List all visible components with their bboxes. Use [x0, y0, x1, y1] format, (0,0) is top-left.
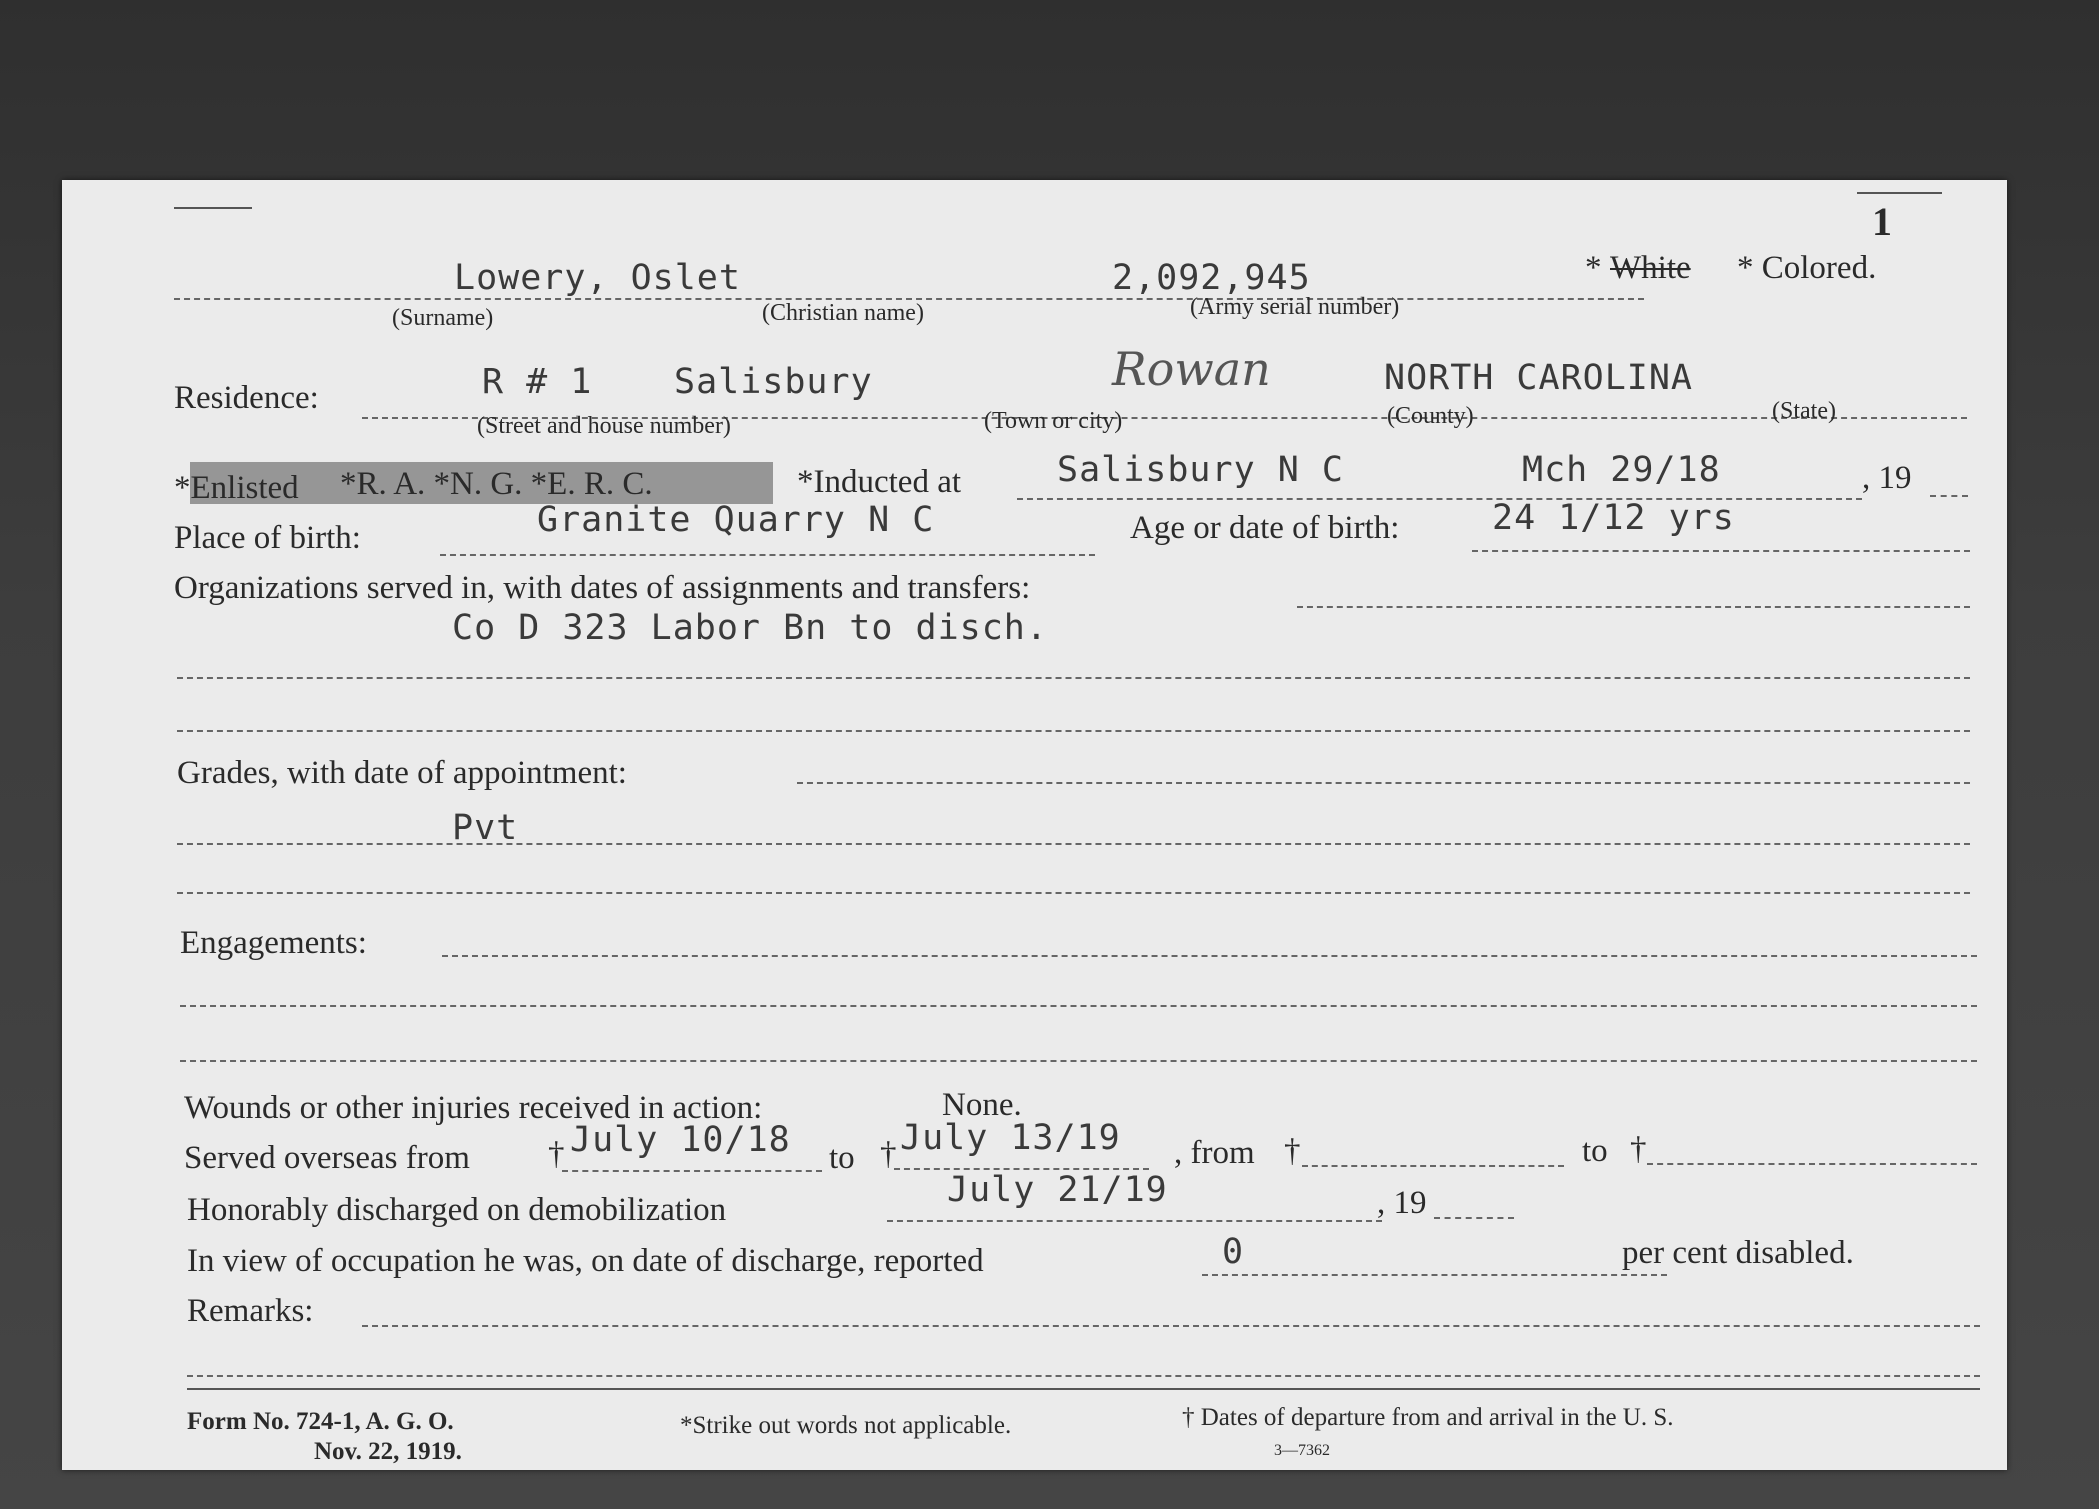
engagements-line — [442, 955, 1977, 957]
second-from-line — [1302, 1165, 1564, 1167]
inducted-line — [1017, 498, 1862, 500]
race-colored: * Colored. — [1737, 250, 1877, 286]
birth-place-line — [440, 554, 1095, 556]
footnote-dates: † Dates of departure from and arrival in the U. S. — [1182, 1404, 1674, 1431]
remarks-label: Remarks: — [187, 1293, 314, 1329]
disability-line — [1202, 1274, 1667, 1276]
age-line — [1472, 550, 1970, 552]
organizations-line-2 — [177, 677, 1970, 679]
grades-value: Pvt — [452, 808, 519, 848]
second-to-dagger: † — [1630, 1131, 1647, 1167]
residence-label: Residence: — [174, 380, 319, 416]
residence-street: R # 1 — [482, 362, 593, 402]
grades-line — [797, 782, 1970, 784]
discharge-date: July 21/19 — [947, 1170, 1168, 1210]
form-number: Form No. 724-1, A. G. O. — [187, 1408, 454, 1435]
second-from-dagger: † — [1284, 1133, 1301, 1169]
overseas-from-dagger: † — [548, 1136, 565, 1172]
service-record-card — [62, 180, 2007, 1470]
inducted-label: *Inducted at — [797, 464, 962, 500]
grades-label: Grades, with date of appointment: — [177, 755, 627, 791]
inducted-place: Salisbury N C — [1057, 450, 1344, 490]
caption-serial-number: (Army serial number) — [1190, 294, 1400, 320]
age-label: Age or date of birth: — [1130, 510, 1400, 546]
enlisted-struck: *Enlisted — [174, 470, 299, 506]
residence-state: NORTH CAROLINA — [1384, 358, 1694, 398]
footnote-strike-out: *Strike out words not applicable. — [680, 1412, 1012, 1439]
caption-street: (Street and house number) — [477, 413, 731, 439]
occupation-label: In view of occupation he was, on date of discharge, reported — [187, 1243, 984, 1279]
discharge-year-line — [1434, 1217, 1514, 1219]
overseas-from-line — [562, 1170, 822, 1172]
engagements-label: Engagements: — [180, 925, 367, 961]
second-from-label: , from — [1174, 1135, 1255, 1171]
wounds-label: Wounds or other injuries received in action: — [184, 1090, 763, 1126]
discharge-label: Honorably discharged on demobilization — [187, 1192, 727, 1228]
discharge-year: , 19 — [1377, 1185, 1427, 1221]
card-number: 1 — [1872, 199, 1892, 244]
grades-line-2 — [177, 843, 1970, 845]
overseas-to-dagger: † — [880, 1136, 897, 1172]
birth-place: Granite Quarry N C — [537, 500, 935, 540]
overseas-to-label: to — [829, 1140, 855, 1176]
second-to-label: to — [1582, 1133, 1608, 1169]
race-star: * — [1585, 250, 1602, 286]
corner-rule-right — [1857, 192, 1942, 194]
caption-town: (Town or city) — [984, 408, 1123, 434]
inducted-date: Mch 29/18 — [1522, 450, 1721, 490]
organizations-line — [1297, 606, 1970, 608]
caption-state: (State) — [1772, 398, 1836, 424]
army-serial-number: 2,092,945 — [1112, 258, 1311, 298]
residence-town: Salisbury — [674, 362, 873, 402]
inducted-year-line — [1930, 495, 1968, 497]
age-value: 24 1/12 yrs — [1492, 498, 1735, 538]
discharge-line — [887, 1220, 1382, 1222]
corner-rule — [174, 207, 252, 209]
inducted-year: , 19 — [1862, 460, 1912, 496]
wounds-value: None. — [942, 1087, 1022, 1123]
remarks-line-2 — [187, 1375, 1980, 1377]
remarks-line — [362, 1325, 1980, 1327]
residence-county: Rowan — [1112, 342, 1271, 396]
second-to-line — [1647, 1163, 1977, 1165]
birth-place-label: Place of birth: — [174, 520, 361, 556]
race-white-struck: White — [1610, 250, 1691, 286]
soldier-name: Lowery, Oslet — [454, 258, 741, 298]
print-code: 3—7362 — [1274, 1442, 1330, 1459]
overseas-from-date: July 10/18 — [570, 1120, 791, 1160]
disability-value: 0 — [1222, 1232, 1245, 1272]
organizations-line-3 — [177, 730, 1970, 732]
form-date: Nov. 22, 1919. — [314, 1438, 462, 1465]
overseas-label: Served overseas from — [184, 1140, 470, 1176]
overseas-to-date: July 13/19 — [900, 1118, 1121, 1158]
footer-divider — [187, 1388, 1980, 1390]
engagements-line-2 — [180, 1005, 1977, 1007]
enlistment-options: *R. A. *N. G. *E. R. C. — [340, 466, 653, 502]
engagements-line-3 — [180, 1060, 1977, 1062]
grades-line-3 — [177, 892, 1970, 894]
caption-county: (County) — [1387, 403, 1474, 429]
organizations-value: Co D 323 Labor Bn to disch. — [452, 608, 1048, 648]
disabled-suffix: per cent disabled. — [1622, 1235, 1854, 1271]
organizations-label: Organizations served in, with dates of assignments and transfers: — [174, 570, 1031, 606]
caption-christian-name: (Christian name) — [762, 300, 924, 326]
caption-surname: (Surname) — [392, 305, 494, 331]
